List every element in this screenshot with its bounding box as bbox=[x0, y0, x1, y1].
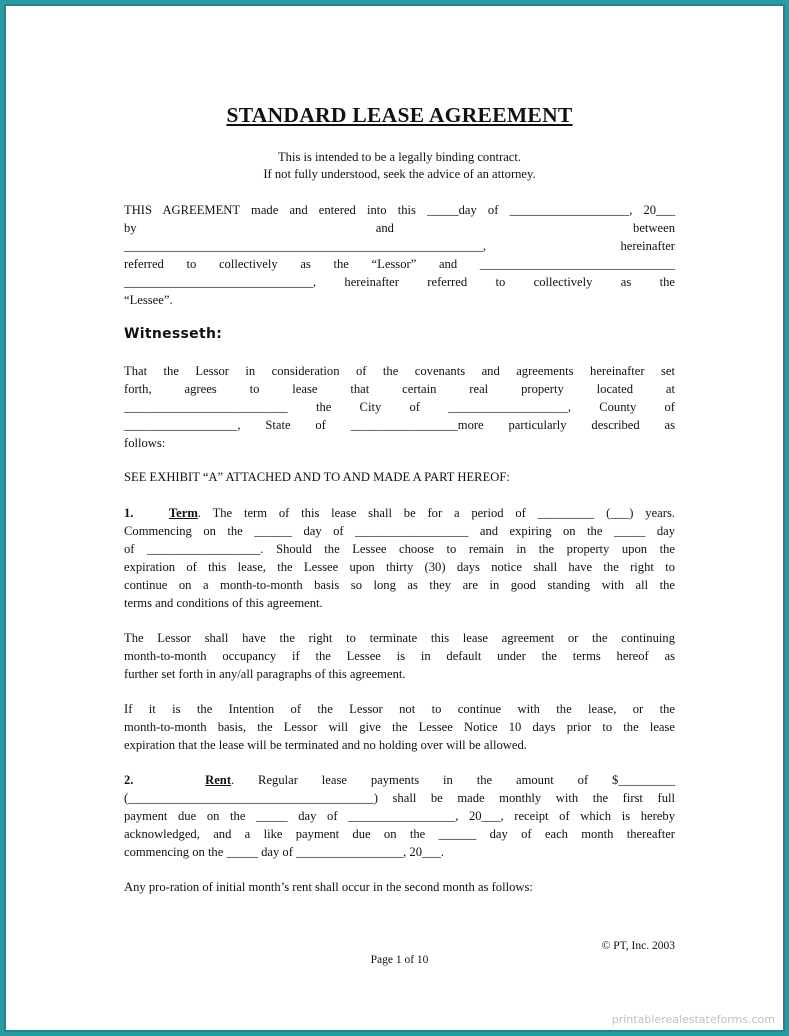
subtitle-line-2: If not fully understood, seek the advice of an attorney. bbox=[263, 167, 536, 181]
section-2-heading: Rent bbox=[205, 773, 232, 787]
section-1-line bbox=[124, 505, 675, 523]
watermark: printablerealestateforms.com bbox=[611, 1013, 775, 1026]
document-title: STANDARD LEASE AGREEMENT bbox=[226, 103, 573, 127]
section-2-text: . Regular lease payments in the amount of $_________ bbox=[231, 773, 675, 787]
section-2-line: (_______________________________________) shall be made monthly with the first full bbox=[124, 791, 675, 805]
section-1-line: expiration of this lease, the Lessee upon thirty (30) days notice shall have the right to bbox=[124, 560, 675, 574]
witnesseth-line: follows: bbox=[124, 436, 166, 450]
proration-line: Any pro-ration of initial month’s rent shall occur in the second month as follows: bbox=[124, 880, 533, 894]
subtitle-line-1: This is intended to be a legally binding contract. bbox=[277, 150, 522, 164]
terminate-line: The Lessor shall have the right to terminate this lease agreement or the continuing bbox=[124, 631, 675, 645]
witnesseth-line: __________________________ the City of ___________________, County of bbox=[124, 400, 675, 414]
section-1-line: of __________________. Should the Lessee choose to remain in the property upon the bbox=[124, 542, 675, 556]
witnesseth-heading: Witnesseth: bbox=[124, 326, 223, 342]
witnesseth-line: That the Lessor in consideration of the covenants and agreements hereinafter set bbox=[124, 364, 675, 378]
section-1-line: terms and conditions of this agreement. bbox=[124, 596, 323, 610]
intro-line: referred to collectively as the “Lessor” and _______________________________ bbox=[124, 257, 675, 271]
section-2-number: 2. bbox=[124, 773, 134, 787]
section-2-line bbox=[124, 772, 675, 790]
section-2-line: commencing on the _____ day of _________________, 20___. bbox=[124, 845, 445, 859]
intro-line: by and between bbox=[124, 221, 675, 235]
document-frame bbox=[4, 4, 785, 1032]
section-1-heading: Term bbox=[168, 506, 198, 520]
page-number: Page 1 of 10 bbox=[370, 954, 429, 966]
witnesseth-line: __________________, State of _________________more particularly described as bbox=[124, 418, 675, 432]
exhibit-line: SEE EXHIBIT “A” ATTACHED AND TO AND MADE A PART HEREOF: bbox=[124, 470, 510, 484]
intention-line: month-to-month basis, the Lessor will give the Lessee Notice 10 days prior to the lease bbox=[124, 720, 675, 734]
intention-line: expiration that the lease will be terminated and no holding over will be allowed. bbox=[124, 738, 527, 752]
section-1-line: Commencing on the ______ day of __________________ and expiring on the _____ day bbox=[124, 524, 675, 538]
section-1-number: 1. bbox=[124, 506, 134, 520]
intro-line: _________________________________________________________, hereinafter bbox=[124, 239, 675, 253]
intro-line: “Lessee”. bbox=[124, 293, 173, 307]
section-1-line: continue on a month-to-month basis so long as they are in good standing with all the bbox=[124, 578, 675, 592]
intro-line: ______________________________, hereinafter referred to collectively as the bbox=[124, 275, 675, 289]
terminate-line: month-to-month occupancy if the Lessee is in default under the terms hereof as bbox=[124, 649, 675, 663]
intro-line: THIS AGREEMENT made and entered into this _____day of ___________________, 20___ bbox=[124, 203, 675, 217]
witnesseth-line: forth, agrees to lease that certain real property located at bbox=[124, 382, 675, 396]
intention-line: If it is the Intention of the Lessor not to continue with the lease, or the bbox=[124, 702, 675, 716]
section-1-text: . The term of this lease shall be for a period of _________ (___) years. bbox=[197, 506, 675, 520]
terminate-line: further set forth in any/all paragraphs of this agreement. bbox=[124, 667, 406, 681]
copyright-notice: © PT, Inc. 2003 bbox=[601, 940, 675, 952]
section-2-line: acknowledged, and a like payment due on the ______ day of each month thereafter bbox=[124, 827, 675, 841]
section-2-line: payment due on the _____ day of _________________, 20___, receipt of which is hereby bbox=[124, 809, 675, 823]
